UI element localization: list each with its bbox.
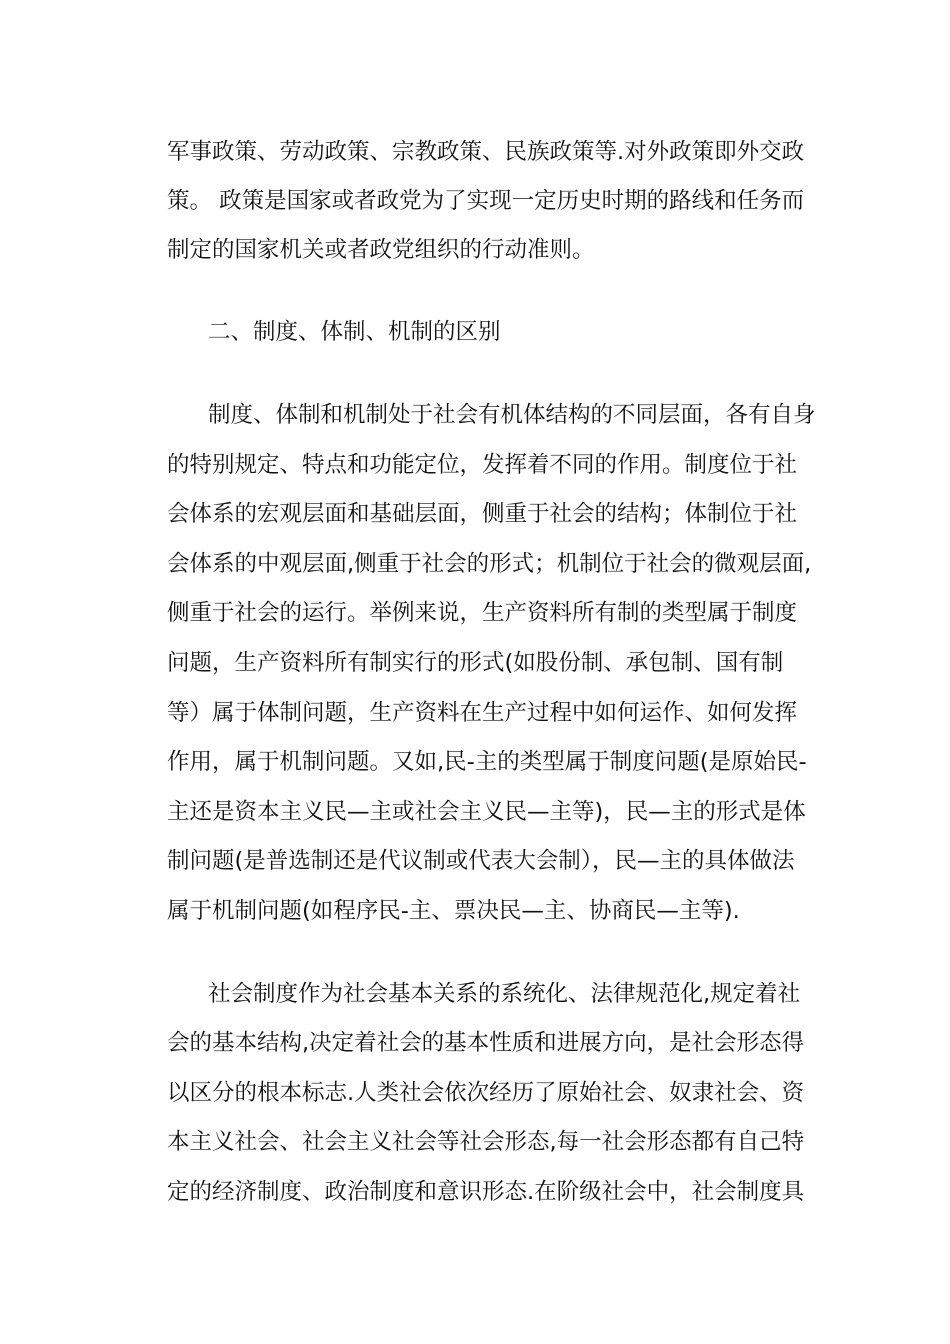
text-line: 作用，属于机制问题。又如,民-主的类型属于制度问题(是原始民- <box>167 749 807 775</box>
text-line: 军事政策、劳动政策、宗教政策、民族政策等.对外政策即外交政 <box>167 139 805 165</box>
text-line: 侧重于社会的运行。举例来说，生产资料所有制的类型属于制度 <box>167 600 798 626</box>
section-heading: 二、制度、体制、机制的区别 <box>208 319 501 345</box>
text-line: 会体系的宏观层面和基础层面，侧重于社会的结构；体制位于社 <box>167 501 798 527</box>
text-line: 问题，生产资料所有制实行的形式(如股份制、承包制、国有制 <box>167 650 784 676</box>
text-line: 属于机制问题(如程序民-主、票决民—主、协商民—主等). <box>167 898 740 924</box>
text-line: 会体系的中观层面,侧重于社会的形式；机制位于社会的微观层面, <box>167 551 812 577</box>
text-line: 制问题(是普选制还是代议制或代表大会制），民—主的具体做法 <box>167 848 795 874</box>
text-line: 制定的国家机关或者政党组织的行动准则。 <box>167 237 595 263</box>
text-line: 制度、体制和机制处于社会有机体结构的不同层面，各有自身 <box>208 402 816 428</box>
text-line: 本主义社会、社会主义社会等社会形态,每一社会形态都有自己特 <box>167 1129 805 1155</box>
text-line: 的特别规定、特点和功能定位，发挥着不同的作用。制度位于社 <box>167 452 798 478</box>
text-line: 以区分的根本标志.人类社会依次经历了原始社会、奴隶社会、资 <box>167 1080 805 1106</box>
text-line: 策。 政策是国家或者政党为了实现一定历史时期的路线和任务而 <box>167 188 805 214</box>
text-line: 定的经济制度、政治制度和意识形态.在阶级社会中，社会制度具 <box>167 1179 805 1205</box>
text-line: 会的基本结构,决定着社会的基本性质和进展方向，是社会形态得 <box>167 1030 805 1056</box>
text-line: 等）属于体制问题，生产资料在生产过程中如何运作、如何发挥 <box>167 700 798 726</box>
text-line: 主还是资本主义民—主或社会主义民—主等)，民—主的形式是体 <box>167 799 806 825</box>
text-line: 社会制度作为社会基本关系的系统化、法律规范化,规定着社 <box>208 981 801 1007</box>
